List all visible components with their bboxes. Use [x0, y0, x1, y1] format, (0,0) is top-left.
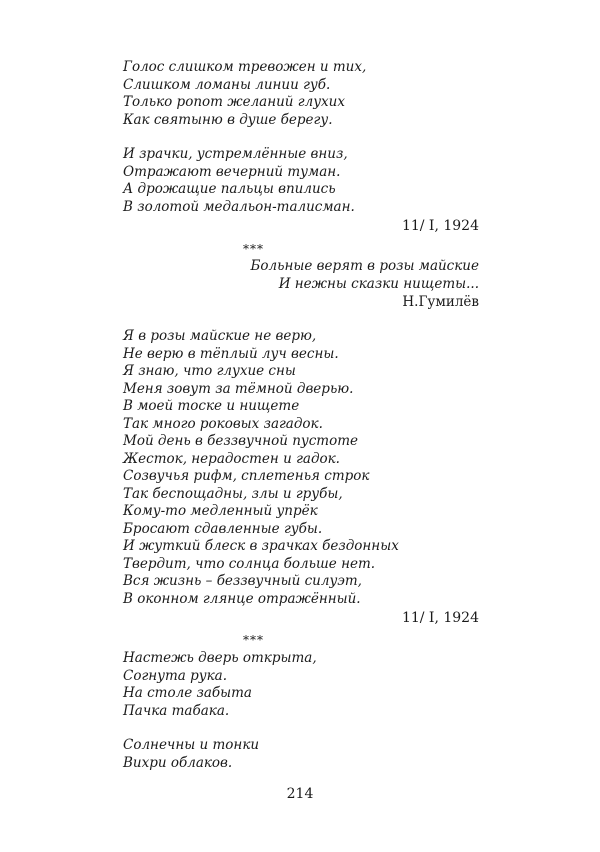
poem-line: Бросают сдавленные губы. — [123, 520, 323, 537]
section-separator: *** — [243, 633, 264, 647]
stanza — [123, 59, 479, 129]
poem-line: Жесток, нерадостен и гадок. — [123, 450, 340, 467]
poem-line: Вихри облаков. — [123, 754, 233, 771]
poem-line: В оконном глянце отражённый. — [123, 590, 361, 607]
poem-line: Твердит, что солнца больше нет. — [123, 555, 376, 572]
poem-line: Так беспощадны, злы и грубы, — [123, 485, 343, 502]
page-number: 214 — [286, 786, 314, 802]
stanza — [123, 146, 479, 216]
epigraph-line: И нежны сказки нищеты... — [278, 275, 479, 292]
poem-date: 11/ I, 1924 — [401, 218, 479, 234]
poem-line: Я знаю, что глухие сны — [123, 363, 296, 379]
section-separator: *** — [243, 242, 264, 256]
epigraph-line: Больные верят в розы майские — [250, 258, 479, 274]
poem-line: И жуткий блеск в зрачках бездонных — [123, 538, 399, 554]
poem-line: Так много роковых загадок. — [123, 415, 323, 432]
poem-line: В моей тоске и нищете — [123, 398, 300, 414]
poem-2 — [123, 242, 479, 627]
stanza — [123, 737, 479, 772]
poem-line: Настежь дверь открыта, — [123, 650, 317, 666]
poem-line: Солнечны и тонки — [123, 737, 260, 753]
poem-date: 11/ I, 1924 — [401, 610, 479, 626]
poem-line: Не верю в тёплый луч весны. — [123, 345, 339, 362]
poem-line: Мой день в беззвучной пустоте — [123, 433, 359, 449]
poem-line: А дрожащие пальцы впились — [123, 181, 336, 197]
poem-line: Меня зовут за тёмной дверью. — [123, 380, 354, 397]
poem-line: И зрачки, устремлённые вниз, — [123, 146, 348, 162]
stanza — [123, 650, 479, 720]
poem-line: Созвучья рифм, сплетенья строк — [123, 468, 370, 484]
poem-line: В золотой медальон-талисман. — [123, 198, 355, 215]
poem-line: Пачка табака. — [123, 702, 230, 719]
poem-3 — [123, 633, 479, 772]
poem-line: Голос слишком тревожен и тих, — [123, 59, 367, 75]
epigraph — [123, 258, 479, 311]
stanza — [123, 328, 479, 608]
poem-line: Согнута рука. — [123, 667, 228, 684]
poem-line: На столе забыта — [123, 685, 252, 701]
poem-line: Я в розы майские не верю, — [123, 328, 317, 344]
epigraph-author: Н.Гумилёв — [402, 294, 479, 310]
poem-line: Отражают вечерний туман. — [123, 163, 341, 180]
poem-line: Кому-то медленный упрёк — [123, 503, 318, 519]
poem-line: Как святыню в душе берегу. — [123, 111, 333, 128]
poem-line: Слишком ломаны линии губ. — [123, 76, 331, 93]
poem-1 — [123, 59, 479, 235]
poem-line: Только ропот желаний глухих — [123, 94, 345, 110]
poem-line: Вся жизнь – беззвучный силуэт, — [123, 573, 362, 589]
